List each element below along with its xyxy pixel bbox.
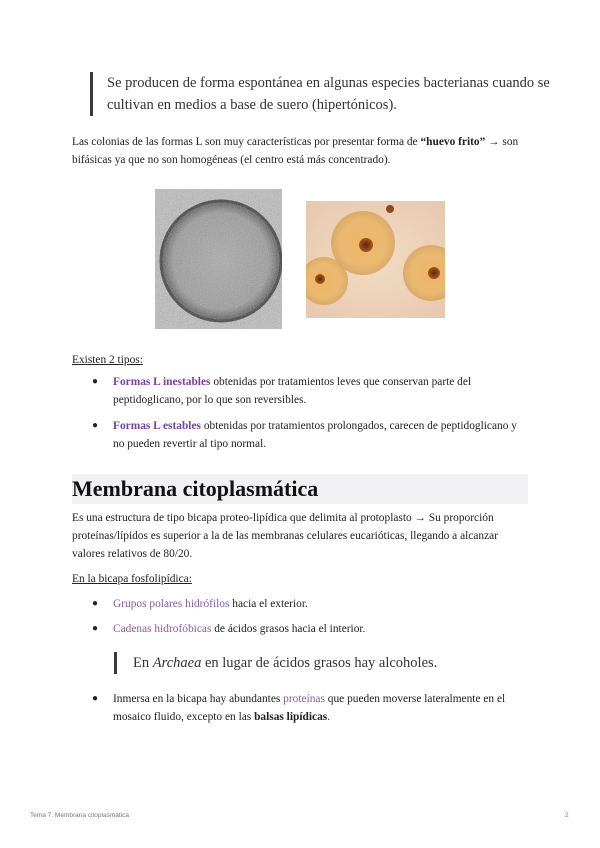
footer-title: Tema 7. Membrana citoplasmática xyxy=(30,812,129,819)
fried-egg-colonies-image xyxy=(306,201,445,318)
blockquote-archaea xyxy=(114,652,553,674)
proteins-middle: que pueden moverse lateralmente en el mosaico fluido, excepto en las xyxy=(113,693,506,723)
quote2-before: En xyxy=(133,655,153,671)
lipid-rafts-bold: balsas lipídicas xyxy=(254,711,328,723)
intro-paragraph xyxy=(72,133,532,169)
list-item-polar xyxy=(92,595,528,613)
bullet-dot-icon: ● xyxy=(92,623,99,634)
proteins-link[interactable]: proteínas xyxy=(283,693,325,705)
term-polar[interactable]: Grupos polares hidrófilos xyxy=(113,598,230,610)
term-hydrophobic[interactable]: Cadenas hidrofóbicas xyxy=(113,623,212,635)
page-number: 2 xyxy=(565,812,569,819)
intro-text: Las colonias de las formas L son muy características por presentar forma de xyxy=(72,136,421,148)
proteins-after: . xyxy=(327,711,331,723)
quote2-after: en lugar de ácidos grasos hay alcoholes. xyxy=(201,655,438,671)
desc-hydrophobic: de ácidos grasos hacia el interior. xyxy=(211,623,366,635)
fried-egg-colonies-icon xyxy=(306,201,445,318)
list-item-unstable xyxy=(92,373,528,409)
desc-unstable: obtenidas por tratamientos leves que conservan parte del peptidoglicano, por lo que son reversibles. xyxy=(113,376,472,406)
bullet-dot-icon: ● xyxy=(92,598,99,609)
bullet-dot-icon: ● xyxy=(92,376,99,387)
intro-bold: “huevo frito” xyxy=(420,136,486,148)
membrane-paragraph: Es una estructura de tipo bicapa proteo-lipídica que delimita al protoplasto → Su proporción proteínas/lípidos es superior a la de las membranas celulares eucarióticas, llegando a alcanzar valores relativos de 80/20. xyxy=(72,512,499,560)
quote-text: Se producen de forma espontánea en algunas especies bacterianas cuando se cultivan en medios a base de suero (hipertónicos). xyxy=(107,75,550,113)
term-stable: Formas L estables xyxy=(113,420,201,432)
types-label: Existen 2 tipos: xyxy=(72,354,143,366)
cell-micrograph-icon xyxy=(155,189,282,329)
bullet-dot-icon: ● xyxy=(92,420,99,431)
bilayer-label: En la bicapa fosfolipídica: xyxy=(72,573,192,585)
bullet-dot-icon: ● xyxy=(92,693,99,704)
desc-stable: obtenidas por tratamientos prolongados, carecen de peptidoglicano y no pueden revertir al tipo normal. xyxy=(113,420,517,450)
cell-micrograph-image xyxy=(155,189,282,329)
section-heading: Membrana citoplasmática xyxy=(72,474,528,504)
term-unstable: Formas L inestables xyxy=(113,376,211,388)
quote2-italic: Archaea xyxy=(152,655,202,671)
list-item-proteins xyxy=(92,690,528,726)
intro-text-after: → son bifásicas ya que no son homogéneas (el centro está más concentrado). xyxy=(72,136,519,166)
proteins-before: Inmersa en la bicapa hay abundantes xyxy=(113,693,284,705)
list-item-stable xyxy=(92,417,528,453)
blockquote-formation xyxy=(90,72,557,116)
list-item-hydrophobic xyxy=(92,620,528,638)
desc-polar: hacia el exterior. xyxy=(229,598,308,610)
